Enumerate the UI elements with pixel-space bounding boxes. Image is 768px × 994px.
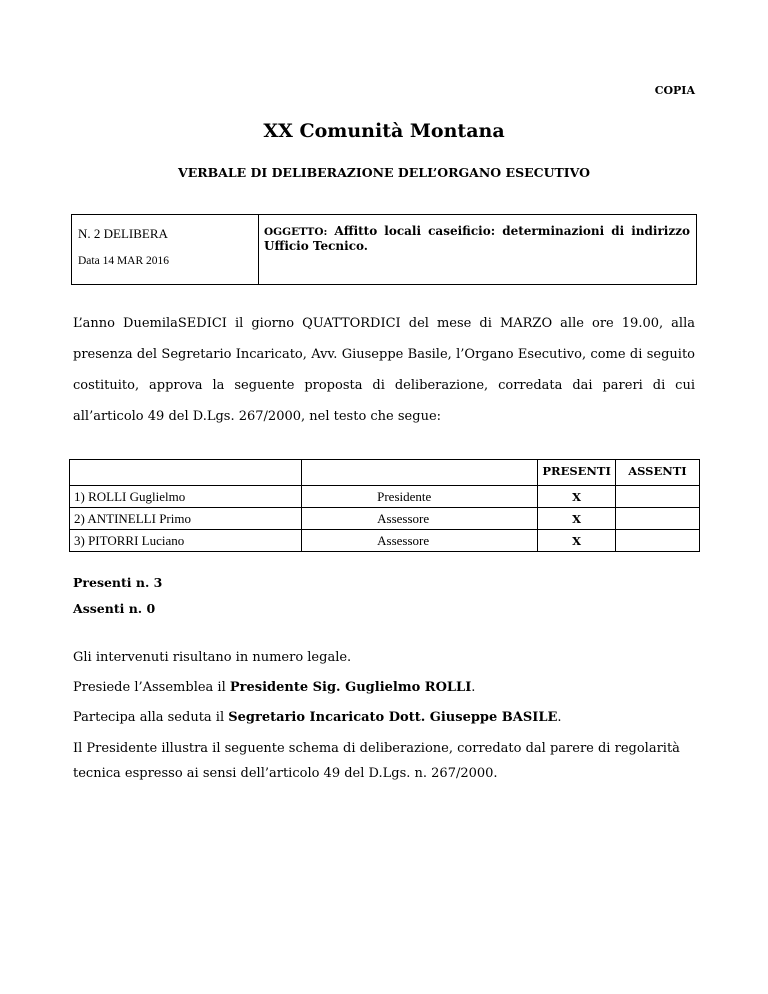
absent-mark <box>615 486 699 508</box>
present-count: Presenti n. 3 <box>73 575 163 590</box>
chair-suffix: . <box>471 680 476 695</box>
table-row <box>70 530 700 552</box>
document-subtitle: VERBALE DI DELIBERAZIONE DELL’ORGANO ESECUTIVO <box>178 165 590 180</box>
attendance-table <box>69 459 700 552</box>
deliberation-number: N. 2 DELIBERA <box>78 226 168 241</box>
absent-column-header: ASSENTI <box>615 460 699 486</box>
copy-stamp-label: COPIA <box>654 84 695 97</box>
quorum-statement: Gli intervenuti risultano in numero legale. <box>73 650 352 665</box>
chair-name: Presidente Sig. Guglielmo ROLLI <box>229 680 472 695</box>
member-name: 3) PITORRI Luciano <box>70 530 302 552</box>
table-row <box>70 508 700 530</box>
secretary-statement <box>73 710 695 725</box>
member-role: Assessore <box>302 530 538 552</box>
header-blank-cell <box>70 460 302 486</box>
absent-count: Assenti n. 0 <box>73 601 156 616</box>
absent-mark <box>615 530 699 552</box>
deliberation-date: Data 14 MAR 2016 <box>78 255 170 267</box>
box-divider <box>258 215 259 284</box>
table-row <box>70 486 700 508</box>
deliberation-subject <box>264 224 690 253</box>
closing-statement: Il Presidente illustra il seguente schema di deliberazione, corredato dal parere di regolarità tecnica espresso ai sensi dell’articolo 49 del D.Lgs. n. 267/2000. <box>73 741 680 781</box>
header-blank-cell <box>302 460 538 486</box>
member-role: Presidente <box>302 486 538 508</box>
secretary-prefix: Partecipa alla seduta il <box>73 710 229 725</box>
deliberation-header-box <box>71 214 697 285</box>
present-mark: X <box>538 508 616 530</box>
secretary-name: Segretario Incaricato Dott. Giuseppe BASILE <box>228 710 558 725</box>
present-mark: X <box>538 530 616 552</box>
intro-paragraph: L’anno DuemilaSEDICI il giorno QUATTORDICI del mese di MARZO alle ore 19.00, alla presenza del Segretario Incaricato, Avv. Giuseppe Basile, l’Organo Esecutivo, come di seguito costituito, approva la seguente proposta di deliberazione, corredata dai pareri di cui all’articolo 49 del D.Lgs. 267/2000, nel testo che segue: <box>73 316 695 424</box>
secretary-suffix: . <box>557 710 562 725</box>
member-role: Assessore <box>302 508 538 530</box>
absent-mark <box>615 508 699 530</box>
subject-label: OGGETTO: <box>264 226 328 238</box>
subject-text: Affitto locali caseificio: determinazioni di indirizzo Ufficio Tecnico. <box>264 224 690 253</box>
member-name: 1) ROLLI Guglielmo <box>70 486 302 508</box>
attendance-header-row <box>70 460 700 486</box>
document-title: XX Comunità Montana <box>263 120 505 142</box>
chair-statement <box>73 680 695 695</box>
present-mark: X <box>538 486 616 508</box>
member-name: 2) ANTINELLI Primo <box>70 508 302 530</box>
chair-prefix: Presiede l’Assemblea il <box>73 680 230 695</box>
present-column-header: PRESENTI <box>538 460 616 486</box>
